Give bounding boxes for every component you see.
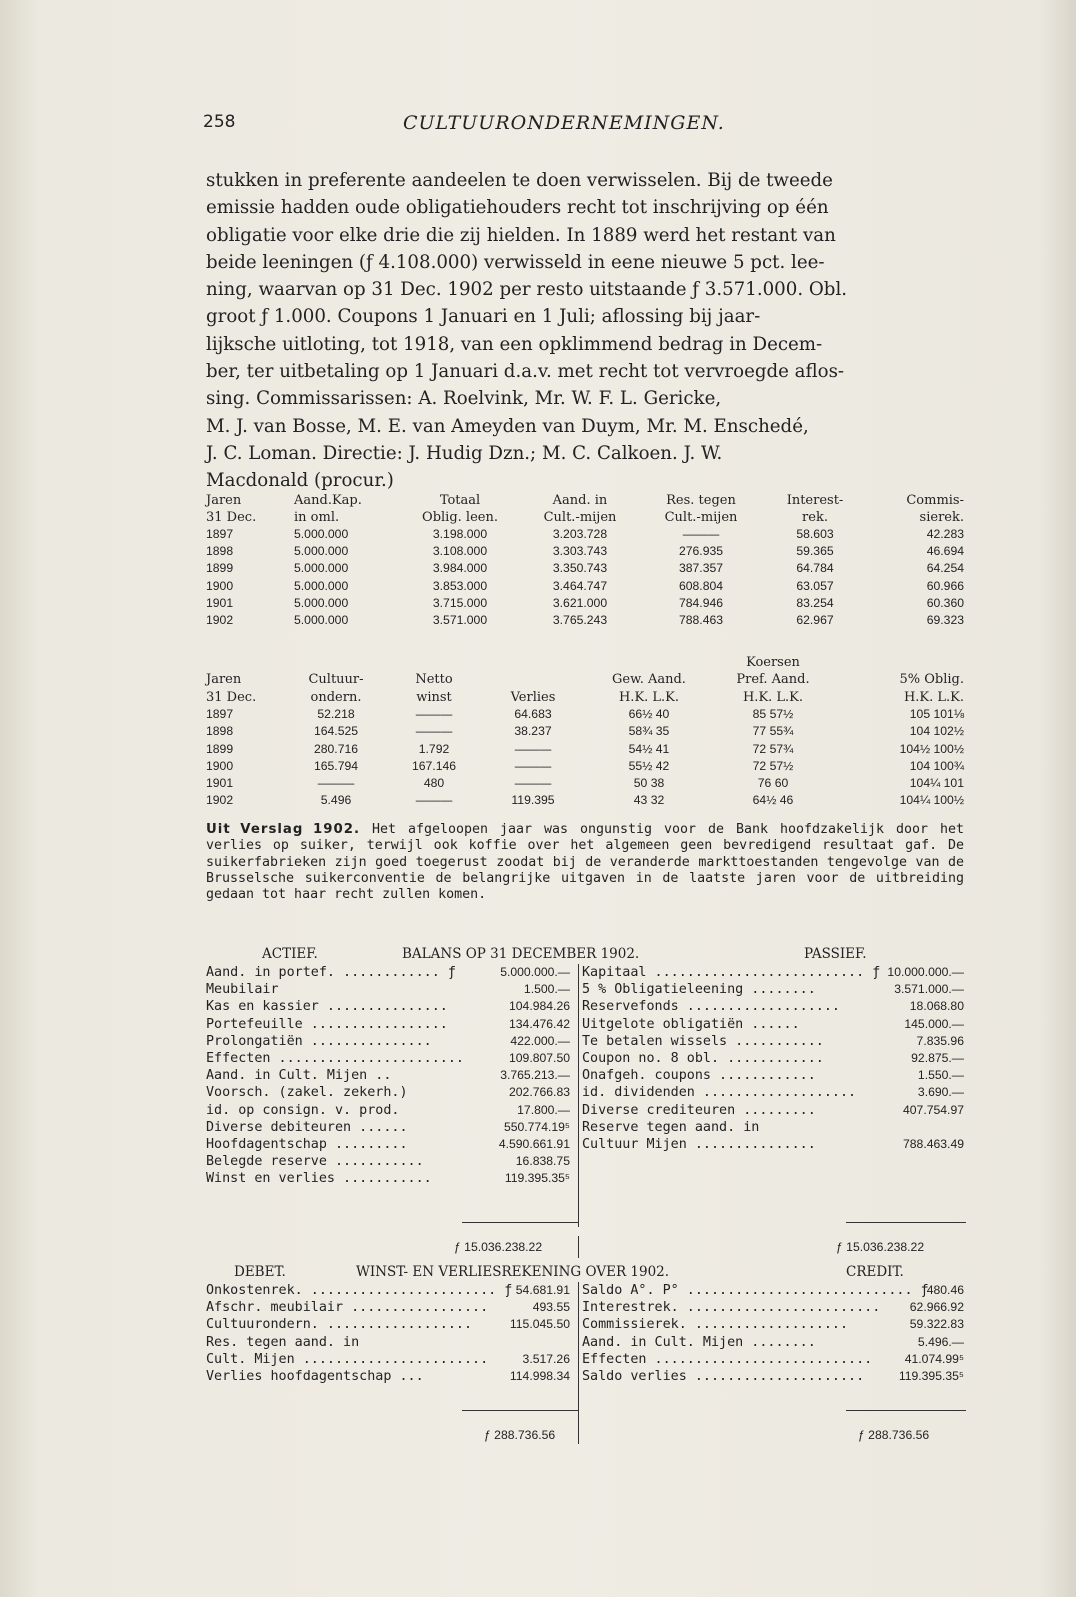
item-label: Hoofdagentschap ......... — [206, 1136, 408, 1152]
table-row — [206, 612, 964, 629]
item-value: 92.875.— — [911, 1050, 964, 1065]
item-value: 114.998.34 — [509, 1368, 570, 1383]
table-header-cell: 5% Oblig. — [899, 672, 964, 688]
table-cell: 104¼ 101 — [909, 776, 964, 791]
item-label: Prolongatiën ............... — [206, 1033, 432, 1049]
item-value: 3.517.26 — [522, 1351, 570, 1366]
table-cell: ——— — [514, 758, 552, 773]
item-value: 17.800.— — [517, 1102, 570, 1117]
item-label: Voorsch. (zakel. zekerh.) — [206, 1085, 408, 1101]
list-item — [582, 1050, 966, 1067]
table-cell: 3.108.000 — [432, 544, 488, 559]
item-label: Diverse crediteuren ......... — [582, 1102, 816, 1118]
item-label: id. op consign. v. prod. — [206, 1102, 400, 1118]
item-value: 109.807.50 — [509, 1050, 570, 1065]
intro-line: emissie hadden oude obligatiehouders recht tot inschrijving op één — [206, 197, 829, 219]
item-label: Cultuur Mijen ............... — [582, 1136, 816, 1152]
balance-title: BALANS OP 31 DECEMBER 1902. — [402, 946, 640, 962]
table-cell: 608.804 — [678, 578, 724, 593]
balance-total-right: ƒ 15.036.238.22 — [836, 1240, 925, 1254]
table-cell: 1897 — [206, 707, 234, 722]
table-cell: 1899 — [206, 741, 234, 756]
list-item — [582, 981, 966, 998]
balance-divider — [578, 964, 579, 1227]
item-label: Aand. in Cult. Mijen .. — [206, 1068, 392, 1084]
item-label: Effecten ........................... — [582, 1351, 873, 1367]
table-cell: 66½ 40 — [628, 707, 670, 722]
table-header-cell: H.K. L.K. — [742, 689, 804, 705]
list-item — [206, 1170, 966, 1187]
table-header-cell: Oblig. leen. — [422, 510, 498, 525]
table-cell: 1.792 — [418, 741, 450, 756]
pl-total-right: ƒ 288.736.56 — [858, 1428, 930, 1442]
item-value: 202.766.83 — [509, 1085, 570, 1100]
table-row — [206, 792, 964, 809]
balance-rule-left — [462, 1222, 578, 1223]
table-cell: 3.350.743 — [552, 561, 608, 576]
table-cell: 104 102½ — [909, 724, 964, 739]
item-value: 3.690.— — [917, 1085, 964, 1100]
table-cell: 85 57½ — [752, 707, 794, 722]
table-header-cell: Aand. in — [552, 493, 608, 508]
intro-line: lijksche uitloting, tot 1918, van een opklimmend bedrag in Decem- — [206, 333, 823, 355]
table-cell: 59.365 — [796, 544, 834, 559]
item-label: Commissierek. ................... — [582, 1317, 849, 1333]
table-header-cell: Cult.-mijen — [664, 510, 738, 525]
table-header-cell: Aand.Kap. — [294, 493, 362, 508]
table-cell: 1900 — [206, 758, 234, 773]
table-cell: 50 38 — [633, 776, 665, 791]
pl-total-left: ƒ 288.736.56 — [484, 1428, 556, 1442]
results-table — [206, 654, 964, 809]
report-text: Het afgeloopen jaar was ongunstig voor de Bank hoofdzakelijk door het verlies op suiker, terwijl ook koffie over het algemeen geen bevredigend resultaat gaf. De suikerfabrieken zijn goed toegerust zoodat bij de veranderde markttoestanden tengevolge van de Brusselsche suikerconventie de belangrijke uitgaven in de laatste jaren voor de uitbreiding gedaan tot haar recht zullen komen. — [206, 822, 964, 903]
item-label: Onafgeh. coupons ............ — [582, 1068, 816, 1084]
table-header-row — [206, 492, 964, 509]
table-header-cell — [480, 671, 586, 688]
item-value: 7.835.96 — [916, 1033, 964, 1048]
list-item — [582, 1334, 966, 1351]
balance-total-left: ƒ 15.036.238.22 — [454, 1240, 543, 1254]
table-cell: 72 57¾ — [752, 741, 794, 756]
item-value: 3.571.000.— — [894, 982, 964, 997]
pl-rule-right — [846, 1410, 966, 1411]
table-cell: 55½ 42 — [628, 758, 670, 773]
table-row — [206, 578, 964, 595]
table-header-row — [206, 654, 964, 671]
pl-credit — [582, 1282, 966, 1385]
table-cell: ——— — [514, 776, 552, 791]
balance-divider-lower — [578, 1236, 579, 1258]
koersen-label: Koersen — [746, 655, 800, 670]
item-label: Winst en verlies ........... — [206, 1171, 432, 1187]
list-item — [582, 1119, 966, 1136]
pl-title: WINST- EN VERLIESREKENING OVER 1902. — [356, 1264, 670, 1280]
item-value: 59.322.83 — [909, 1317, 964, 1332]
table-cell: 1897 — [206, 527, 234, 541]
table-cell: 788.463 — [678, 613, 724, 628]
report-heading: Uit Verslag 1902. — [206, 822, 361, 837]
pl-credit-title: CREDIT. — [846, 1264, 904, 1280]
table-cell: 167.146 — [411, 758, 457, 773]
table-header-cell: Commis- — [906, 493, 964, 508]
list-item — [582, 1351, 966, 1368]
table-cell: 52.218 — [317, 707, 355, 722]
table-header-cell: 31 Dec. — [206, 689, 257, 705]
table-cell: 3.203.728 — [552, 527, 608, 541]
item-label: Portefeuille ................. — [206, 1016, 448, 1032]
item-value: 1.550.— — [917, 1068, 964, 1083]
list-item — [582, 1316, 966, 1333]
table-cell: 1902 — [206, 613, 234, 628]
table-cell: ——— — [682, 527, 720, 541]
balance-rule-right — [846, 1222, 966, 1223]
table-cell: 165.794 — [313, 758, 359, 773]
table-header-cell: Verlies — [510, 689, 556, 705]
item-value: 54.681.91 — [515, 1283, 570, 1297]
table-row — [206, 775, 964, 792]
item-label: Interestrek. ........................ — [582, 1300, 881, 1316]
item-value: 480.46 — [926, 1283, 964, 1297]
table-row — [206, 595, 964, 612]
list-item — [582, 1067, 966, 1084]
item-value: 115.045.50 — [509, 1317, 570, 1332]
item-value: 62.966.92 — [909, 1300, 964, 1315]
table-cell: 164.525 — [313, 724, 359, 739]
table-cell: 276.935 — [678, 544, 724, 559]
item-value: 3.765.213.— — [500, 1068, 570, 1083]
item-label: Coupon no. 8 obl. ............ — [582, 1050, 824, 1066]
table-header-cell: Pref. Aand. — [736, 672, 810, 688]
item-value: 1.500.— — [523, 982, 570, 997]
table-cell: 3.464.747 — [552, 578, 608, 593]
item-label: Afschr. meubilair ................. — [206, 1300, 489, 1316]
item-value: 493.55 — [532, 1300, 570, 1315]
item-value: 104.984.26 — [509, 999, 570, 1014]
item-label: Meubilair — [206, 982, 279, 998]
item-value: 119.395.35⁵ — [898, 1368, 964, 1383]
intro-line: M. J. van Bosse, M. E. van Ameyden van Duym, Mr. M. Enschedé, — [206, 415, 809, 437]
table-cell: 119.395 — [511, 793, 555, 808]
table-cell: ——— — [415, 707, 453, 722]
intro-line: groot ƒ 1.000. Coupons 1 Januari en 1 Juli; aflossing bij jaar- — [206, 306, 761, 328]
item-value: 4.590.661.91 — [498, 1136, 570, 1151]
item-value: 550.774.19⁵ — [503, 1119, 570, 1134]
table-header-cell: Res. tegen — [666, 493, 736, 508]
intro-line: sing. Commissarissen: A. Roelvink, Mr. W. F. L. Gericke, — [206, 388, 722, 410]
item-label: Verlies hoofdagentschap ... — [206, 1368, 424, 1384]
list-item — [582, 964, 966, 981]
pl-divider — [578, 1282, 579, 1444]
table-cell: 58.603 — [796, 527, 834, 541]
list-item — [582, 1136, 966, 1153]
table-cell: 1901 — [206, 595, 234, 610]
item-value: 16.838.75 — [515, 1154, 570, 1169]
table-cell: 280.716 — [313, 741, 359, 756]
table-cell: 5.000.000 — [294, 544, 349, 559]
table-cell: 1900 — [206, 578, 234, 593]
table-cell: 60.966 — [926, 578, 964, 593]
intro-line: beide leeningen (ƒ 4.108.000) verwisseld in eene nieuwe 5 pct. lee- — [206, 251, 825, 273]
table-cell: 64½ 46 — [752, 793, 794, 808]
table-cell: 64.254 — [926, 561, 964, 576]
item-label: Kas en kassier ............... — [206, 999, 448, 1015]
list-item — [582, 998, 966, 1015]
table-cell: 5.000.000 — [294, 613, 349, 628]
table-cell: 1902 — [206, 793, 234, 808]
table-cell: 5.000.000 — [294, 561, 349, 576]
table-cell: 1901 — [206, 776, 234, 791]
table-row — [206, 723, 964, 740]
table-row — [206, 560, 964, 577]
table-cell: 387.357 — [678, 561, 724, 576]
table-cell: 69.323 — [926, 613, 964, 628]
item-label: Reservefonds ................... — [582, 999, 840, 1015]
item-label: Res. tegen aand. in — [206, 1334, 360, 1350]
table-cell: 104 100¾ — [909, 758, 964, 773]
item-label: 5 % Obligatieleening ........ — [582, 982, 816, 998]
list-item — [206, 1153, 966, 1170]
balance-passief-title: PASSIEF. — [804, 946, 867, 962]
item-label: Belegde reserve ........... — [206, 1154, 424, 1170]
item-label: Reserve tegen aand. in — [582, 1119, 760, 1135]
list-item — [582, 1084, 966, 1101]
item-label: Onkostenrek. ....................... ƒ — [206, 1283, 513, 1298]
table-cell: 3.765.243 — [552, 613, 608, 628]
list-item — [582, 1282, 966, 1299]
list-item — [582, 1368, 966, 1385]
table-cell: 60.360 — [926, 595, 964, 610]
table-cell: 3.984.000 — [432, 561, 488, 576]
table-cell: 5.496 — [320, 793, 352, 808]
item-value: 119.395.35⁵ — [504, 1171, 570, 1186]
item-label: Te betalen wissels ........... — [582, 1033, 824, 1049]
table-cell: 77 55¾ — [752, 724, 794, 739]
intro-paragraph — [206, 167, 964, 495]
table-row — [206, 526, 964, 543]
table-cell: 42.283 — [926, 527, 964, 541]
item-value: 5.000.000.— — [500, 965, 570, 979]
table-cell: 62.967 — [796, 613, 834, 628]
balance-actief-title: ACTIEF. — [262, 946, 318, 962]
item-label: Cult. Mijen ....................... — [206, 1351, 489, 1367]
list-item — [582, 1299, 966, 1316]
table-header-cell: Jaren — [206, 493, 242, 508]
table-cell: 3.853.000 — [432, 578, 488, 593]
table-header-row — [206, 689, 964, 706]
item-label: Kapitaal .......................... ƒ — [582, 965, 881, 980]
list-item — [582, 1016, 966, 1033]
table-cell: 480 — [423, 776, 445, 791]
table-header-cell: Cult.-mijen — [543, 510, 617, 525]
table-row — [206, 543, 964, 560]
intro-line: obligatie voor elke drie die zij hielden. In 1889 werd het restant van — [206, 224, 836, 246]
annual-report-excerpt — [206, 822, 964, 903]
item-value: 407.754.97 — [903, 1102, 964, 1117]
item-label: Saldo verlies ..................... — [582, 1368, 865, 1384]
item-value: 5.496.— — [917, 1334, 964, 1349]
item-value: 41.074.99⁵ — [904, 1351, 964, 1366]
item-label: Aand. in Cult. Mijen ........ — [582, 1334, 816, 1350]
item-value: 18.068.80 — [909, 999, 964, 1014]
item-label: Diverse debiteuren ...... — [206, 1119, 408, 1135]
table-header-cell: 31 Dec. — [206, 510, 257, 525]
table-cell: ——— — [317, 776, 355, 791]
intro-line: ning, waarvan op 31 Dec. 1902 per resto uitstaande ƒ 3.571.000. Obl. — [206, 279, 848, 301]
table-cell: 58¾ 35 — [628, 724, 670, 739]
item-value: 422.000.— — [510, 1033, 570, 1048]
item-value: 788.463.49 — [903, 1136, 964, 1151]
table-header-cell: ondern. — [310, 689, 362, 705]
table-cell: 64.784 — [796, 561, 834, 576]
item-label: Aand. in portef. ............ ƒ — [206, 965, 456, 980]
table-cell: 3.621.000 — [552, 595, 608, 610]
table-row — [206, 706, 964, 723]
table-cell: 105 101⅛ — [909, 707, 964, 722]
table-header-cell: Jaren — [206, 672, 242, 688]
list-item — [582, 1033, 966, 1050]
item-value: 145.000.— — [904, 1016, 964, 1031]
table-cell: 72 57½ — [752, 758, 794, 773]
table-cell: ——— — [415, 793, 453, 808]
table-cell: 38.237 — [514, 724, 552, 739]
intro-line: J. C. Loman. Directie: J. Hudig Dzn.; M. C. Calkoen. J. W. — [206, 442, 723, 464]
intro-line: stukken in preferente aandeelen te doen verwisselen. Bij de tweede — [206, 170, 833, 191]
table-header-cell: Cultuur- — [308, 672, 364, 688]
table-cell: 1898 — [206, 544, 234, 559]
table-cell: 54½ 41 — [628, 741, 670, 756]
item-label: id. dividenden ................... — [582, 1085, 857, 1101]
item-label: Uitgelote obligatiën ...... — [582, 1016, 800, 1032]
table-cell: 104½ 100½ — [899, 741, 964, 756]
table-header-cell: winst — [416, 689, 452, 705]
table-header-cell: Gew. Aand. — [612, 672, 686, 688]
table-cell: 104¼ 100½ — [899, 793, 964, 808]
table-header-cell: H.K. L.K. — [903, 689, 964, 705]
list-item — [582, 1102, 966, 1119]
table-cell: 63.057 — [796, 578, 834, 593]
table-cell: 3.198.000 — [432, 527, 488, 541]
pl-debet-title: DEBET. — [234, 1264, 286, 1280]
page-header — [203, 112, 963, 142]
item-label: Saldo A°. P° ............................ ƒ — [582, 1283, 929, 1298]
table-header-cell: sierek. — [919, 510, 964, 525]
table-cell: 3.715.000 — [432, 595, 488, 610]
table-cell: ——— — [415, 724, 453, 739]
page-number: 258 — [203, 112, 236, 132]
table-cell: 5.000.000 — [294, 595, 349, 610]
table-header-cell: rek. — [802, 510, 828, 525]
table-cell: 43 32 — [633, 793, 665, 808]
table-header-cell: Totaal — [439, 493, 481, 508]
item-label: Cultuurondern. .................. — [206, 1317, 473, 1333]
table-cell: 83.254 — [796, 595, 834, 610]
table-header-cell: Interest- — [786, 493, 844, 508]
table-cell: 76 60 — [757, 776, 789, 791]
table-cell: 784.946 — [678, 595, 724, 610]
intro-line: Macdonald (procur.) — [206, 470, 394, 492]
table-cell: 64.683 — [514, 707, 552, 722]
table-row — [206, 741, 964, 758]
table-cell: 5.000.000 — [294, 527, 349, 541]
table-cell: 1898 — [206, 724, 234, 739]
table-header-row — [206, 671, 964, 688]
table-cell: 1899 — [206, 561, 234, 576]
table-cell: 3.571.000 — [432, 613, 488, 628]
capital-table — [206, 492, 964, 629]
item-value: 10.000.000.— — [887, 965, 964, 979]
item-label: Effecten ....................... — [206, 1050, 464, 1066]
table-cell: 5.000.000 — [294, 578, 349, 593]
table-header-row — [206, 509, 964, 526]
running-title: CULTUURONDERNEMINGEN. — [403, 112, 725, 134]
table-header-cell: Netto — [415, 672, 453, 688]
table-header-cell: in oml. — [294, 510, 340, 525]
table-cell: ——— — [514, 741, 552, 756]
table-cell: 3.303.743 — [552, 544, 608, 559]
table-cell: 46.694 — [926, 544, 964, 559]
intro-line: ber, ter uitbetaling op 1 Januari d.a.v. met recht tot vervroegde aflos- — [206, 361, 845, 383]
balance-passief — [582, 964, 966, 1153]
table-row — [206, 758, 964, 775]
pl-rule-left — [462, 1410, 578, 1411]
table-header-cell: H.K. L.K. — [618, 689, 680, 705]
item-value: 134.476.42 — [509, 1016, 570, 1031]
